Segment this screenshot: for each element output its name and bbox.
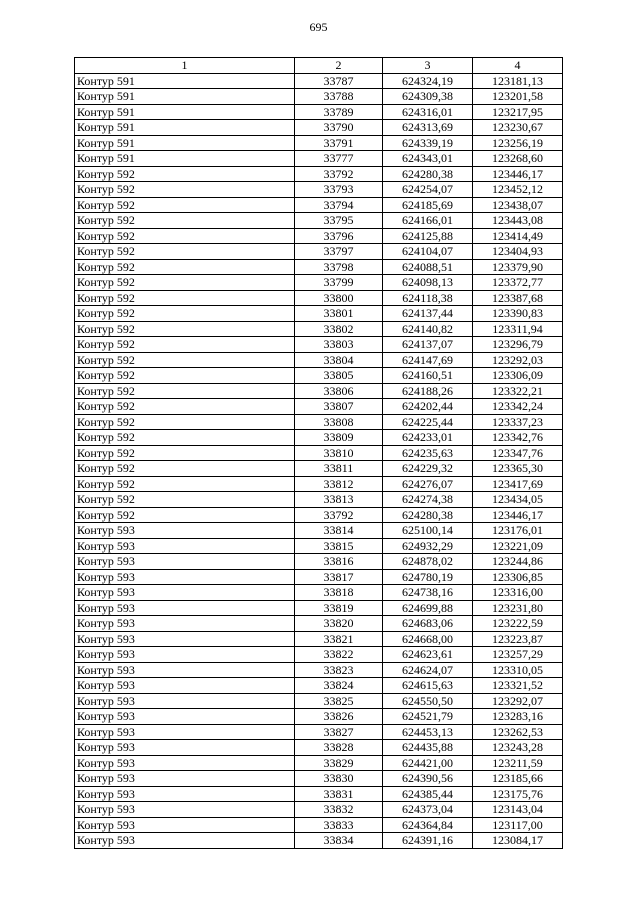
- table-row: [75, 585, 563, 601]
- y-coordinate-cell: 123175,76: [473, 786, 563, 802]
- point-number-cell: 33798: [295, 259, 383, 275]
- point-number-cell: 33789: [295, 104, 383, 120]
- point-number-cell: 33806: [295, 383, 383, 399]
- table-row: [75, 445, 563, 461]
- y-coordinate-cell: 123310,05: [473, 662, 563, 678]
- y-coordinate-cell: 123390,83: [473, 306, 563, 322]
- x-coordinate-cell: 624125,88: [383, 228, 473, 244]
- column-header-1: 1: [75, 58, 295, 74]
- table-row: [75, 678, 563, 694]
- point-number-cell: 33799: [295, 275, 383, 291]
- x-coordinate-cell: 624878,02: [383, 554, 473, 570]
- x-coordinate-cell: 624668,00: [383, 631, 473, 647]
- x-coordinate-cell: 624324,19: [383, 73, 473, 89]
- y-coordinate-cell: 123452,12: [473, 182, 563, 198]
- x-coordinate-cell: 624104,07: [383, 244, 473, 260]
- x-coordinate-cell: 624738,16: [383, 585, 473, 601]
- contour-name-cell: Контур 593: [75, 585, 295, 601]
- contour-name-cell: Контур 593: [75, 662, 295, 678]
- table-row: [75, 151, 563, 167]
- x-coordinate-cell: 624185,69: [383, 197, 473, 213]
- contour-name-cell: Контур 593: [75, 523, 295, 539]
- x-coordinate-cell: 624683,06: [383, 616, 473, 632]
- point-number-cell: 33819: [295, 600, 383, 616]
- table-row: [75, 693, 563, 709]
- y-coordinate-cell: 123222,59: [473, 616, 563, 632]
- y-coordinate-cell: 123414,49: [473, 228, 563, 244]
- table-row: [75, 135, 563, 151]
- point-number-cell: 33795: [295, 213, 383, 229]
- contour-name-cell: Контур 593: [75, 538, 295, 554]
- contour-name-cell: Контур 592: [75, 368, 295, 384]
- table-row: [75, 197, 563, 213]
- table-row: [75, 290, 563, 306]
- table-row: [75, 321, 563, 337]
- point-number-cell: 33797: [295, 244, 383, 260]
- point-number-cell: 33787: [295, 73, 383, 89]
- point-number-cell: 33823: [295, 662, 383, 678]
- y-coordinate-cell: 123322,21: [473, 383, 563, 399]
- point-number-cell: 33820: [295, 616, 383, 632]
- point-number-cell: 33815: [295, 538, 383, 554]
- y-coordinate-cell: 123243,28: [473, 740, 563, 756]
- contour-name-cell: Контур 592: [75, 445, 295, 461]
- table-row: [75, 771, 563, 787]
- table-row: [75, 507, 563, 523]
- y-coordinate-cell: 123283,16: [473, 709, 563, 725]
- point-number-cell: 33808: [295, 414, 383, 430]
- contour-name-cell: Контур 593: [75, 569, 295, 585]
- point-number-cell: 33794: [295, 197, 383, 213]
- x-coordinate-cell: 624932,29: [383, 538, 473, 554]
- table-row: [75, 802, 563, 818]
- x-coordinate-cell: 624521,79: [383, 709, 473, 725]
- contour-name-cell: Контур 593: [75, 631, 295, 647]
- x-coordinate-cell: 624615,63: [383, 678, 473, 694]
- table-row: [75, 600, 563, 616]
- table-row: [75, 554, 563, 570]
- contour-name-cell: Контур 593: [75, 709, 295, 725]
- column-header-4: 4: [473, 58, 563, 74]
- point-number-cell: 33824: [295, 678, 383, 694]
- table-header: [75, 58, 563, 74]
- table-row: [75, 724, 563, 740]
- y-coordinate-cell: 123342,76: [473, 430, 563, 446]
- y-coordinate-cell: 123223,87: [473, 631, 563, 647]
- table-row: [75, 104, 563, 120]
- y-coordinate-cell: 123181,13: [473, 73, 563, 89]
- contour-name-cell: Контур 592: [75, 321, 295, 337]
- x-coordinate-cell: 624160,51: [383, 368, 473, 384]
- table-row: [75, 833, 563, 849]
- point-number-cell: 33807: [295, 399, 383, 415]
- contour-name-cell: Контур 592: [75, 352, 295, 368]
- point-number-cell: 33822: [295, 647, 383, 663]
- table-row: [75, 647, 563, 663]
- y-coordinate-cell: 123446,17: [473, 507, 563, 523]
- contour-name-cell: Контур 592: [75, 383, 295, 399]
- y-coordinate-cell: 123143,04: [473, 802, 563, 818]
- table-row: [75, 523, 563, 539]
- point-number-cell: 33800: [295, 290, 383, 306]
- point-number-cell: 33829: [295, 755, 383, 771]
- contour-name-cell: Контур 592: [75, 306, 295, 322]
- table-row: [75, 662, 563, 678]
- contour-name-cell: Контур 592: [75, 228, 295, 244]
- x-coordinate-cell: 624385,44: [383, 786, 473, 802]
- contour-name-cell: Контур 592: [75, 461, 295, 477]
- contour-name-cell: Контур 592: [75, 244, 295, 260]
- y-coordinate-cell: 123434,05: [473, 492, 563, 508]
- point-number-cell: 33802: [295, 321, 383, 337]
- contour-name-cell: Контур 592: [75, 275, 295, 291]
- column-header-2: 2: [295, 58, 383, 74]
- table-row: [75, 631, 563, 647]
- contour-name-cell: Контур 592: [75, 476, 295, 492]
- point-number-cell: 33810: [295, 445, 383, 461]
- x-coordinate-cell: 624276,07: [383, 476, 473, 492]
- point-number-cell: 33821: [295, 631, 383, 647]
- y-coordinate-cell: 123387,68: [473, 290, 563, 306]
- y-coordinate-cell: 123347,76: [473, 445, 563, 461]
- x-coordinate-cell: 624225,44: [383, 414, 473, 430]
- table-row: [75, 616, 563, 632]
- contour-name-cell: Контур 593: [75, 693, 295, 709]
- table-row: [75, 120, 563, 136]
- contour-name-cell: Контур 592: [75, 213, 295, 229]
- x-coordinate-cell: 624147,69: [383, 352, 473, 368]
- table-row: [75, 817, 563, 833]
- contour-name-cell: Контур 593: [75, 833, 295, 849]
- point-number-cell: 33803: [295, 337, 383, 353]
- table-row: [75, 368, 563, 384]
- x-coordinate-cell: 625100,14: [383, 523, 473, 539]
- point-number-cell: 33828: [295, 740, 383, 756]
- contour-name-cell: Контур 592: [75, 197, 295, 213]
- y-coordinate-cell: 123372,77: [473, 275, 563, 291]
- x-coordinate-cell: 624421,00: [383, 755, 473, 771]
- x-coordinate-cell: 624118,38: [383, 290, 473, 306]
- y-coordinate-cell: 123342,24: [473, 399, 563, 415]
- y-coordinate-cell: 123231,80: [473, 600, 563, 616]
- y-coordinate-cell: 123217,95: [473, 104, 563, 120]
- point-number-cell: 33791: [295, 135, 383, 151]
- contour-name-cell: Контур 593: [75, 616, 295, 632]
- x-coordinate-cell: 624088,51: [383, 259, 473, 275]
- y-coordinate-cell: 123201,58: [473, 89, 563, 105]
- table-row: [75, 306, 563, 322]
- point-number-cell: 33801: [295, 306, 383, 322]
- table-row: [75, 709, 563, 725]
- point-number-cell: 33817: [295, 569, 383, 585]
- x-coordinate-cell: 624188,26: [383, 383, 473, 399]
- y-coordinate-cell: 123379,90: [473, 259, 563, 275]
- table-row: [75, 244, 563, 260]
- point-number-cell: 33777: [295, 151, 383, 167]
- contour-name-cell: Контур 592: [75, 399, 295, 415]
- point-number-cell: 33805: [295, 368, 383, 384]
- y-coordinate-cell: 123311,94: [473, 321, 563, 337]
- x-coordinate-cell: 624235,63: [383, 445, 473, 461]
- point-number-cell: 33826: [295, 709, 383, 725]
- x-coordinate-cell: 624233,01: [383, 430, 473, 446]
- table-row: [75, 275, 563, 291]
- point-number-cell: 33818: [295, 585, 383, 601]
- contour-name-cell: Контур 591: [75, 73, 295, 89]
- table-row: [75, 182, 563, 198]
- contour-name-cell: Контур 593: [75, 802, 295, 818]
- y-coordinate-cell: 123292,03: [473, 352, 563, 368]
- x-coordinate-cell: 624390,56: [383, 771, 473, 787]
- y-coordinate-cell: 123321,52: [473, 678, 563, 694]
- table-row: [75, 430, 563, 446]
- point-number-cell: 33790: [295, 120, 383, 136]
- contour-name-cell: Контур 593: [75, 724, 295, 740]
- table-row: [75, 569, 563, 585]
- table-row: [75, 740, 563, 756]
- header-row: [75, 58, 563, 74]
- y-coordinate-cell: 123446,17: [473, 166, 563, 182]
- contour-name-cell: Контур 592: [75, 337, 295, 353]
- point-number-cell: 33792: [295, 507, 383, 523]
- contour-name-cell: Контур 593: [75, 600, 295, 616]
- table-row: [75, 352, 563, 368]
- y-coordinate-cell: 123438,07: [473, 197, 563, 213]
- contour-name-cell: Контур 592: [75, 430, 295, 446]
- contour-name-cell: Контур 593: [75, 554, 295, 570]
- y-coordinate-cell: 123211,59: [473, 755, 563, 771]
- x-coordinate-cell: 624391,16: [383, 833, 473, 849]
- contour-name-cell: Контур 591: [75, 104, 295, 120]
- point-number-cell: 33792: [295, 166, 383, 182]
- x-coordinate-cell: 624280,38: [383, 166, 473, 182]
- x-coordinate-cell: 624313,69: [383, 120, 473, 136]
- point-number-cell: 33832: [295, 802, 383, 818]
- table-row: [75, 73, 563, 89]
- contour-name-cell: Контур 593: [75, 817, 295, 833]
- contour-name-cell: Контур 593: [75, 771, 295, 787]
- point-number-cell: 33834: [295, 833, 383, 849]
- point-number-cell: 33830: [295, 771, 383, 787]
- table-body: [75, 73, 563, 848]
- table-row: [75, 538, 563, 554]
- x-coordinate-cell: 624453,13: [383, 724, 473, 740]
- table-row: [75, 414, 563, 430]
- x-coordinate-cell: 624699,88: [383, 600, 473, 616]
- point-number-cell: 33809: [295, 430, 383, 446]
- x-coordinate-cell: 624274,38: [383, 492, 473, 508]
- point-number-cell: 33831: [295, 786, 383, 802]
- x-coordinate-cell: 624550,50: [383, 693, 473, 709]
- y-coordinate-cell: 123257,29: [473, 647, 563, 663]
- contour-name-cell: Контур 592: [75, 507, 295, 523]
- contour-name-cell: Контур 592: [75, 414, 295, 430]
- x-coordinate-cell: 624343,01: [383, 151, 473, 167]
- contour-name-cell: Контур 593: [75, 647, 295, 663]
- point-number-cell: 33825: [295, 693, 383, 709]
- table-row: [75, 89, 563, 105]
- x-coordinate-cell: 624137,07: [383, 337, 473, 353]
- contour-name-cell: Контур 592: [75, 492, 295, 508]
- table-row: [75, 399, 563, 415]
- x-coordinate-cell: 624373,04: [383, 802, 473, 818]
- x-coordinate-cell: 624339,19: [383, 135, 473, 151]
- table-row: [75, 476, 563, 492]
- contour-name-cell: Контур 593: [75, 740, 295, 756]
- point-number-cell: 33813: [295, 492, 383, 508]
- table-row: [75, 755, 563, 771]
- table-row: [75, 492, 563, 508]
- y-coordinate-cell: 123221,09: [473, 538, 563, 554]
- contour-name-cell: Контур 592: [75, 182, 295, 198]
- contour-name-cell: Контур 591: [75, 151, 295, 167]
- point-number-cell: 33812: [295, 476, 383, 492]
- point-number-cell: 33811: [295, 461, 383, 477]
- contour-name-cell: Контур 593: [75, 786, 295, 802]
- contour-name-cell: Контур 591: [75, 120, 295, 136]
- x-coordinate-cell: 624166,01: [383, 213, 473, 229]
- point-number-cell: 33816: [295, 554, 383, 570]
- y-coordinate-cell: 123443,08: [473, 213, 563, 229]
- x-coordinate-cell: 624140,82: [383, 321, 473, 337]
- table-row: [75, 213, 563, 229]
- x-coordinate-cell: 624309,38: [383, 89, 473, 105]
- y-coordinate-cell: 123268,60: [473, 151, 563, 167]
- contour-name-cell: Контур 593: [75, 755, 295, 771]
- y-coordinate-cell: 123404,93: [473, 244, 563, 260]
- y-coordinate-cell: 123117,00: [473, 817, 563, 833]
- table-row: [75, 461, 563, 477]
- y-coordinate-cell: 123365,30: [473, 461, 563, 477]
- point-number-cell: 33833: [295, 817, 383, 833]
- table-row: [75, 786, 563, 802]
- y-coordinate-cell: 123244,86: [473, 554, 563, 570]
- table-row: [75, 259, 563, 275]
- point-number-cell: 33788: [295, 89, 383, 105]
- y-coordinate-cell: 123417,69: [473, 476, 563, 492]
- y-coordinate-cell: 123296,79: [473, 337, 563, 353]
- x-coordinate-cell: 624280,38: [383, 507, 473, 523]
- table-row: [75, 337, 563, 353]
- y-coordinate-cell: 123316,00: [473, 585, 563, 601]
- y-coordinate-cell: 123256,19: [473, 135, 563, 151]
- point-number-cell: 33827: [295, 724, 383, 740]
- y-coordinate-cell: 123306,09: [473, 368, 563, 384]
- contour-name-cell: Контур 592: [75, 290, 295, 306]
- x-coordinate-cell: 624435,88: [383, 740, 473, 756]
- point-number-cell: 33814: [295, 523, 383, 539]
- y-coordinate-cell: 123230,67: [473, 120, 563, 136]
- page-number: 695: [309, 20, 328, 34]
- x-coordinate-cell: 624229,32: [383, 461, 473, 477]
- y-coordinate-cell: 123337,23: [473, 414, 563, 430]
- contour-name-cell: Контур 593: [75, 678, 295, 694]
- y-coordinate-cell: 123306,85: [473, 569, 563, 585]
- contour-name-cell: Контур 591: [75, 89, 295, 105]
- table-row: [75, 228, 563, 244]
- table-row: [75, 166, 563, 182]
- x-coordinate-cell: 624316,01: [383, 104, 473, 120]
- contour-name-cell: Контур 591: [75, 135, 295, 151]
- point-number-cell: 33804: [295, 352, 383, 368]
- x-coordinate-cell: 624098,13: [383, 275, 473, 291]
- x-coordinate-cell: 624137,44: [383, 306, 473, 322]
- coordinates-table: [74, 57, 563, 849]
- x-coordinate-cell: 624254,07: [383, 182, 473, 198]
- y-coordinate-cell: 123176,01: [473, 523, 563, 539]
- contour-name-cell: Контур 592: [75, 259, 295, 275]
- x-coordinate-cell: 624780,19: [383, 569, 473, 585]
- y-coordinate-cell: 123292,07: [473, 693, 563, 709]
- x-coordinate-cell: 624624,07: [383, 662, 473, 678]
- y-coordinate-cell: 123262,53: [473, 724, 563, 740]
- contour-name-cell: Контур 592: [75, 166, 295, 182]
- table-row: [75, 383, 563, 399]
- x-coordinate-cell: 624623,61: [383, 647, 473, 663]
- y-coordinate-cell: 123084,17: [473, 833, 563, 849]
- column-header-3: 3: [383, 58, 473, 74]
- x-coordinate-cell: 624364,84: [383, 817, 473, 833]
- y-coordinate-cell: 123185,66: [473, 771, 563, 787]
- x-coordinate-cell: 624202,44: [383, 399, 473, 415]
- point-number-cell: 33793: [295, 182, 383, 198]
- point-number-cell: 33796: [295, 228, 383, 244]
